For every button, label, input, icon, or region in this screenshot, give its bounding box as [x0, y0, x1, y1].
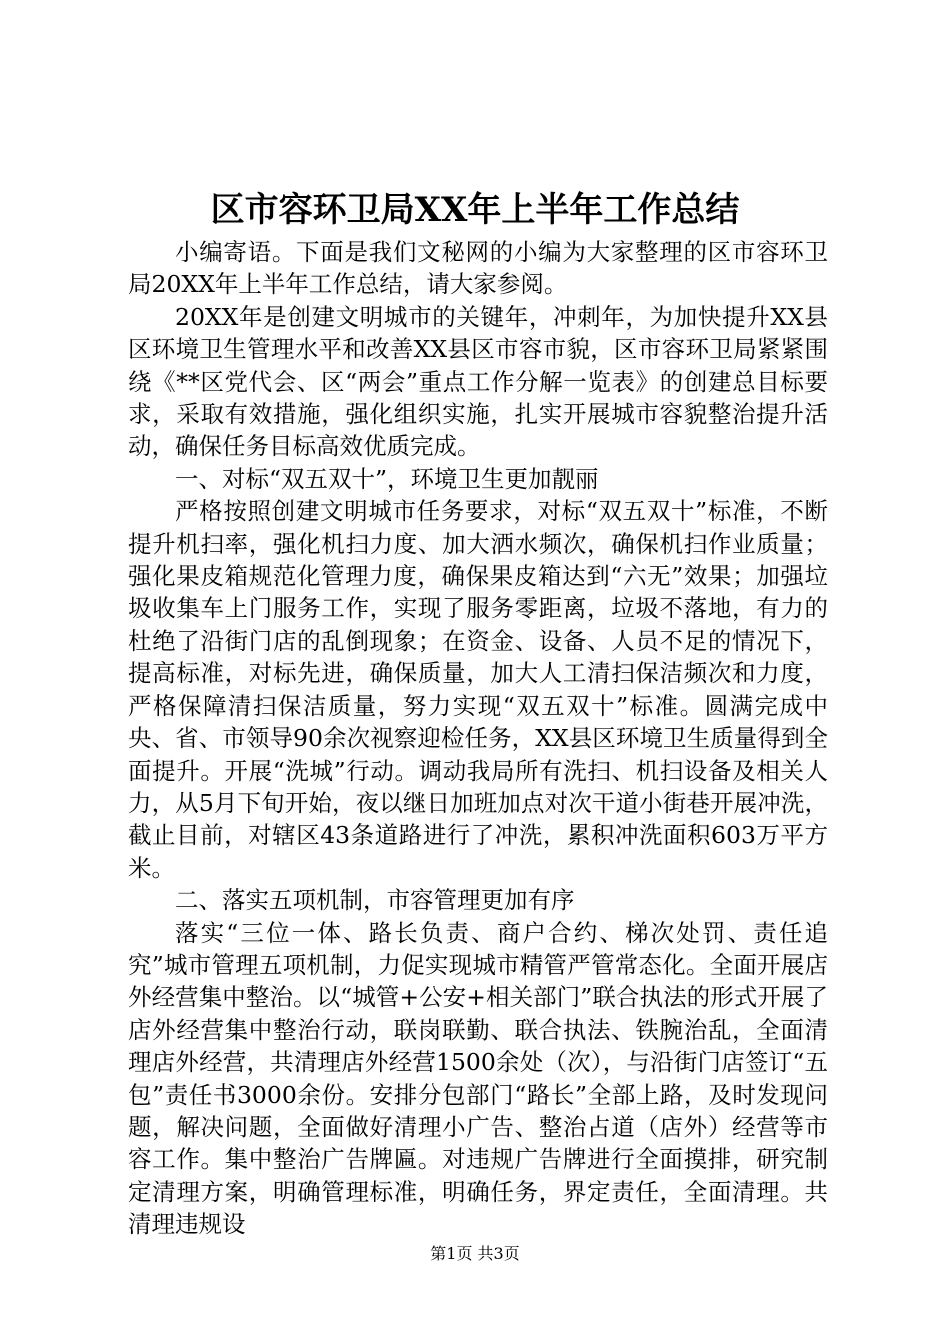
document-body: [128, 236, 828, 1241]
section-heading-1: 一、对标“双五双十”，环境卫生更加靓丽: [175, 464, 599, 493]
section-heading-2: 二、落实五项机制，市容管理更加有序: [175, 886, 575, 915]
paragraph-section-1: 严格按照创建文明城市任务要求，对标“双五双十”标准，不断提升机扫率，强化机扫力度、加大洒水频次，确保机扫作业质量；强化果皮箱规范化管理力度，确保果皮箱达到“六无”效果；加强垃圾收集车上门服务工作，实现了服务零距离，垃圾不落地，有力的杜绝了沿街门店的乱倒现象；在资金、设备、人员不足的情况下，提高标准，对标先进，确保质量，加大人工清扫保洁频次和力度，严格保障清扫保洁质量，努力实现“双五双十”标准。圆满完成中央、省、市领导90余次视察迎检任务，XX县区环境卫生质量得到全面提升。开展“洗城”行动。调动我局所有洗扫、机扫设备及相关人力，从5月下旬开始，夜以继日加班加点对次干道小街巷开展冲洗，截止目前，对辖区43条道路进行了冲洗，累积冲洗面积603万平方米。: [128, 497, 828, 882]
paragraph-intro: 小编寄语。下面是我们文秘网的小编为大家整理的区市容环卫局20XX年上半年工作总结，请大家参阅。: [128, 238, 828, 299]
paragraph-overview: 20XX年是创建文明城市的关键年，冲刺年，为加快提升XX县区环境卫生管理水平和改善XX县区市容市貌，区市容环卫局紧紧围绕《**区党代会、区“两会”重点工作分解一览表》的创建总目标要求，采取有效措施，强化组织实施，扎实开展城市容貌整治提升活动，确保任务目标高效优质完成。: [128, 302, 828, 461]
paragraph-section-2: 落实“三位一体、路长负责、商户合约、梯次处罚、责任追究”城市管理五项机制，力促实现城市精管严管常态化。全面开展店外经营集中整治。以“城管+公安+相关部门”联合执法的形式开展了店外经营集中整治行动，联岗联勤、联合执法、铁腕治乱，全面清理店外经营，共清理店外经营1500余处（次），与沿街门店签订“五包”责任书3000余份。安排分包部门“路长”全部上路，及时发现问题，解决问题，全面做好清理小广告、整治占道（店外）经营等市容工作。集中整治广告牌匾。对违规广告牌进行全面摸排，研究制定清理方案，明确管理标准，明确任务，界定责任，全面清理。共清理违规设: [128, 918, 828, 1239]
page-number-footer: 第1页 共3页: [430, 1244, 520, 1263]
document-title: 区市容环卫局XX年上半年工作总结: [210, 190, 740, 230]
